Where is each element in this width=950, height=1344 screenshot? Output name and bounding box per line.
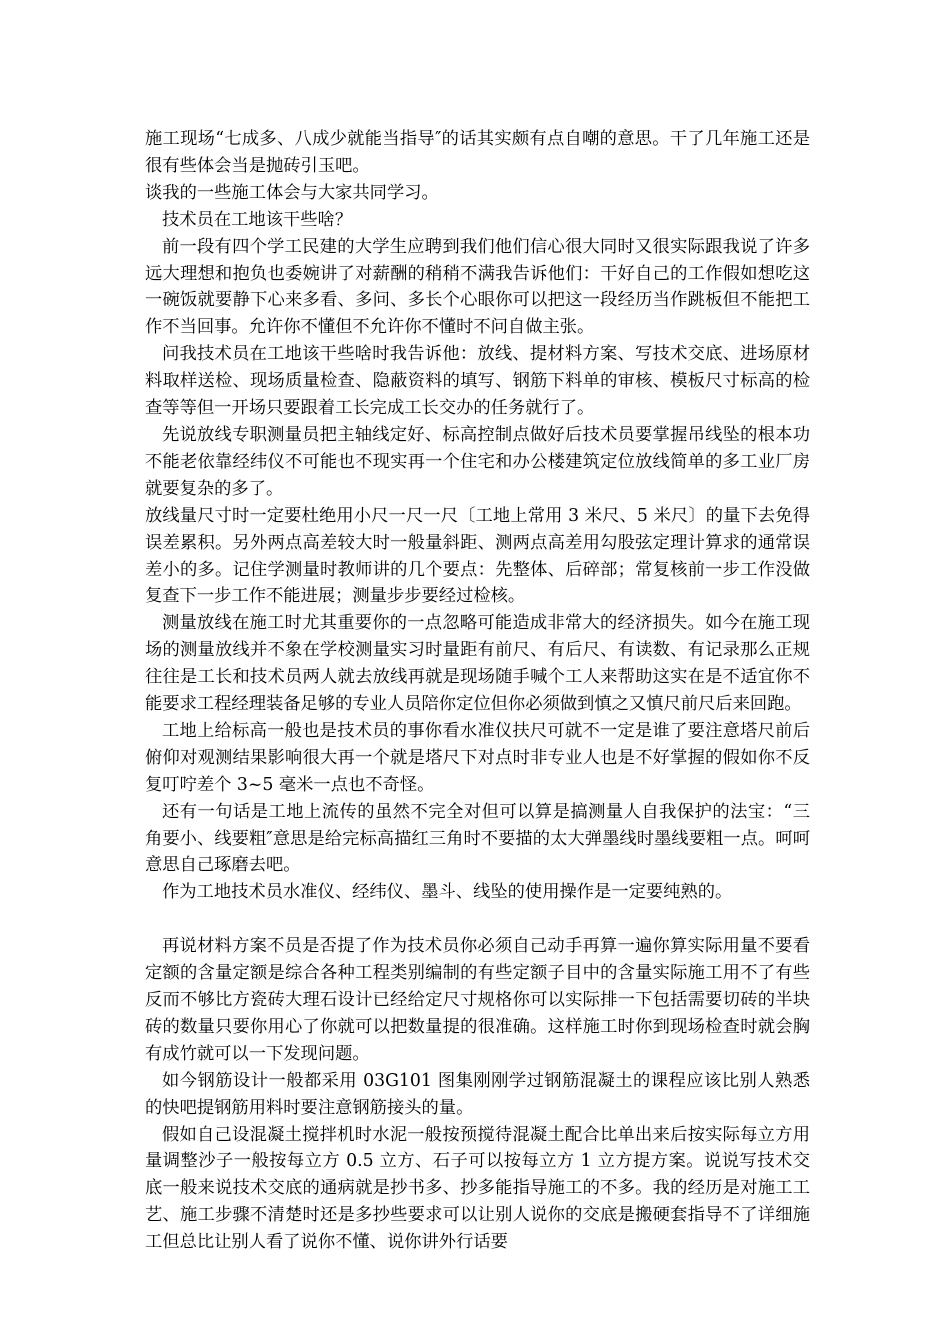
blank-line xyxy=(145,906,810,933)
paragraph-6: 先说放线专职测量员把主轴线定好、标高控制点做好后技术员要掌握吊线坠的根本功不能老依靠经纬仪不可能也不现实再一个住宅和办公楼建筑定位放线简单的多工业厂房就要复杂的多了。 xyxy=(145,424,810,499)
paragraph-12: 再说材料方案不员是否提了作为技术员你必须自己动手再算一遍你算实际用量不要看定额的含量定额是综合各种工程类别编制的有些定额子目中的含量实际施工用不了有些反而不够比方瓷砖大理石设计已经给定尺寸规格你可以实际排一下包括需要切砖的半块砖的数量只要你用心了你就可以把数量提的很准确。这样施工时你到现场检查时就会胸有成竹就可以一下发现问题。 xyxy=(145,936,810,1064)
paragraph-2: 谈我的一些施工体会与大家共同学习。 xyxy=(145,182,439,203)
paragraph-1: 施工现场“七成多、八成少就能当指导″的话其实颇有点自嘲的意思。干了几年施工还是很有些体会当是抛砖引玉吧。 xyxy=(145,129,810,176)
paragraph-9: 工地上给标高一般也是技术员的事你看水准仪扶尺可就不一定是谁了要注意塔尺前后俯仰对观测结果影响很大再一个就是塔尺下对点时非专业人也是不好掌握的假如你不反复叮咛差个 3~5 毫米一点也不奇怪。 xyxy=(145,720,810,795)
paragraph-14: 假如自己设混凝土搅拌机时水泥一般按预搅待混凝土配合比单出来后按实际每立方用量调整沙子一般按每立方 0.5 立方、石子可以按每立方 1 立方提方案。说说写技术交底一般来说技术交底的通病就是抄书多、抄多能指导施工的不多。我的经历是对施工工艺、施工步骤不清楚时还是多抄些要求可以让别人说你的交底是搬硬套指导不了详细施工但总比让别人看了说你不懂、说你讲外行话要 xyxy=(145,1124,810,1253)
paragraph-10: 还有一句话是工地上流传的虽然不完全对但可以算是搞测量人自我保护的法宝：“三角要小、线要粗″意思是给完标高描红三角时不要描的太大弹墨线时墨线要粗一点。呵呵意思自己琢磨去吧。 xyxy=(145,801,810,876)
paragraph-4: 前一段有四个学工民建的大学生应聘到我们他们信心很大同时又很实际跟我说了许多远大理想和抱负也委婉讲了对薪酬的稍稍不满我告诉他们：干好自己的工作假如想吃这一碗饭就要静下心来多看、多问、多长个心眼你可以把这一段经历当作跳板但不能把工作不当回事。允许你不懂但不允许你不懂时不问自做主张。 xyxy=(145,236,810,338)
paragraph-8: 测量放线在施工时尤其重要你的一点忽略可能造成非常大的经济损失。如今在施工现场的测量放线并不象在学校测量实习时量距有前尺、有后尺、有读数、有记录那么正规往往是工长和技术员两人就去放线再就是现场随手喊个工人来帮助这实在是不适宜你不能要求工程经理装备足够的专业人员陪你定位但你必须做到慎之又慎尺前尺后来回跑。 xyxy=(145,613,810,715)
paragraph-11: 作为工地技术员水准仪、经纬仪、墨斗、线坠的使用操作是一定要纯熟的。 xyxy=(162,882,733,903)
paragraph-3: 技术员在工地该干些啥？ xyxy=(162,209,353,230)
paragraph-13: 如今钢筋设计一般都采用 03G101 图集刚刚学过钢筋混凝土的课程应该比别人熟悉的快吧提钢筋用料时要注意钢筋接头的量。 xyxy=(145,1070,810,1118)
paragraph-7: 放线量尺寸时一定要杜绝用小尺一尺一尺〔工地上常用 3 米尺、5 米尺〕的量下去免得误差累积。另外两点高差较大时一般量斜距、测两点高差用勾股弦定理计算求的通常误差小的多。记住学测量时教师讲的几个要点：先整体、后碎部；常复核前一步工作没做复查下一步工作不能进展；测量步步要经过检核。 xyxy=(145,505,810,607)
paragraph-5: 问我技术员在工地该干些啥时我告诉他：放线、提材料方案、写技术交底、进场原材料取样送检、现场质量检查、隐蔽资料的填写、钢筋下料单的审核、模板尺寸标高的检查等等但一开场只要跟着工长完成工长交办的任务就行了。 xyxy=(145,344,810,419)
document-body xyxy=(145,126,810,1256)
